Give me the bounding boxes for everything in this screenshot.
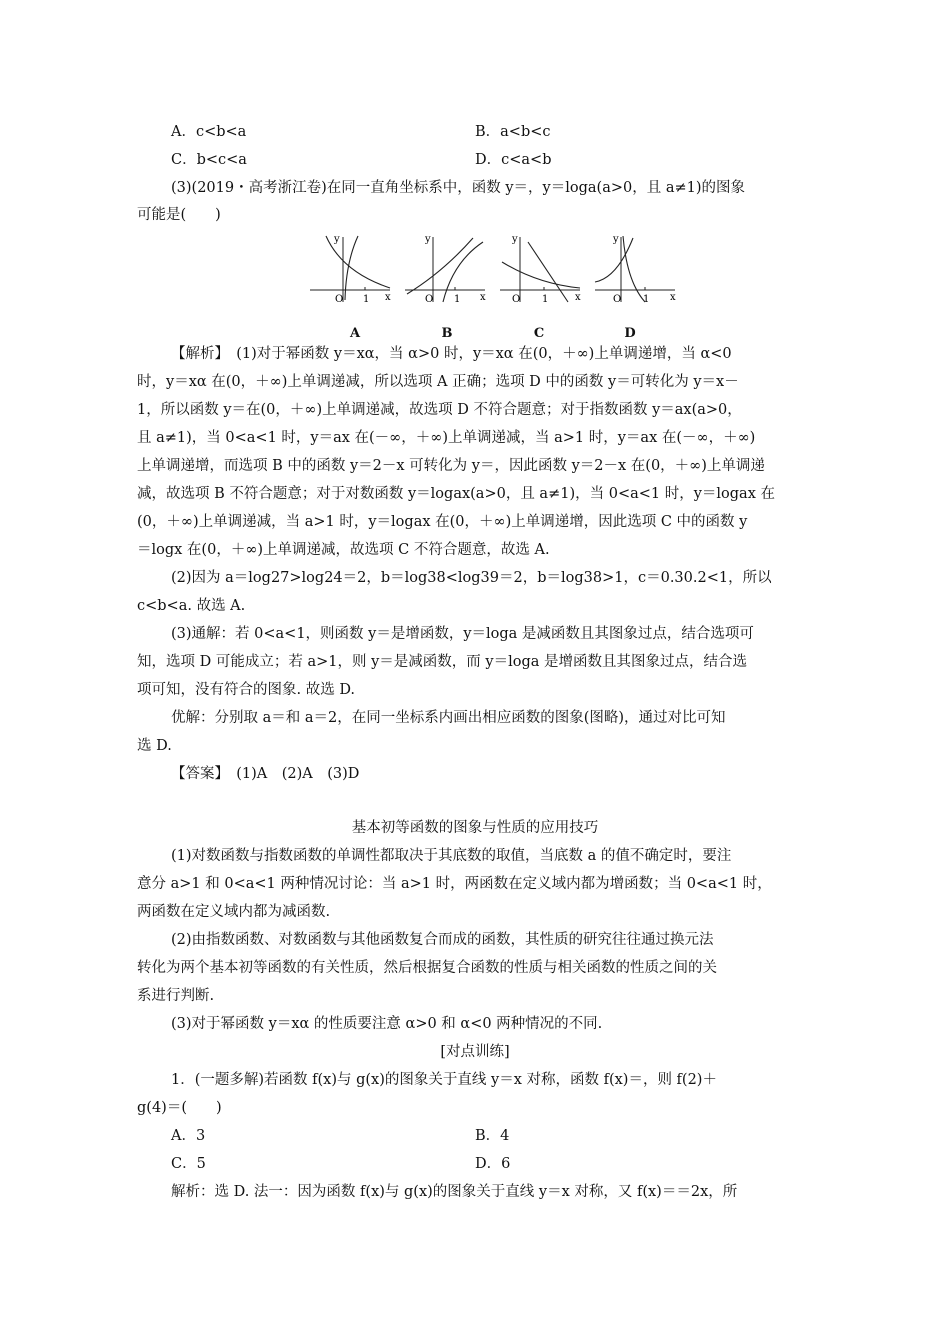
graph-label-b: B bbox=[441, 326, 453, 341]
q2-option-d: D．c<a<b bbox=[475, 152, 552, 168]
analysis-line: 选 D. bbox=[137, 738, 172, 754]
svg-text:x: x bbox=[575, 292, 581, 303]
q2-option-a: A．c<b<a bbox=[171, 124, 247, 140]
svg-text:y: y bbox=[512, 234, 518, 245]
svg-text:x: x bbox=[670, 292, 676, 303]
q3-stem-line2: 可能是( ) bbox=[137, 207, 221, 223]
graph-label-d: D bbox=[624, 326, 636, 341]
training-option-a: A．3 bbox=[171, 1128, 206, 1144]
svg-text:y: y bbox=[613, 234, 619, 245]
svg-text:1: 1 bbox=[363, 294, 370, 304]
tips-line: (3)对于幂函数 y＝xα 的性质要注意 α>0 和 α<0 两种情况的不同. bbox=[171, 1016, 603, 1032]
svg-text:x: x bbox=[385, 292, 391, 303]
analysis-line: 减，故选项 B 不符合题意；对于对数函数 y＝logax(a>0，且 a≠1)，当 0<a<1 时，y＝logax 在 bbox=[137, 486, 775, 502]
tips-line: 两函数在定义域内都为减函数. bbox=[137, 904, 331, 920]
analysis-line: 优解：分别取 a＝和 a＝2，在同一坐标系内画出相应函数的图象(图略)，通过对比可知 bbox=[171, 710, 726, 726]
training-option-c: C．5 bbox=[171, 1156, 206, 1172]
training-q1-line1: 1．(一题多解)若函数 f(x)与 g(x)的图象关于直线 y＝x 对称，函数 f(x)＝，则 f(2)＋ bbox=[171, 1072, 717, 1088]
svg-text:y: y bbox=[425, 234, 431, 245]
svg-text:O: O bbox=[425, 294, 434, 304]
analysis-line: ＝logx 在(0，＋∞)上单调递减，故选项 C 不符合题意，故选 A. bbox=[137, 542, 550, 558]
tips-title: 基本初等函数的图象与性质的应用技巧 bbox=[351, 820, 599, 836]
training-option-b: B．4 bbox=[475, 1128, 510, 1144]
analysis-line: 且 a≠1)，当 0<a<1 时，y＝ax 在(－∞，＋∞)上单调递减，当 a>1 时，y＝ax 在(－∞，＋∞) bbox=[137, 430, 756, 446]
graph-b bbox=[403, 232, 487, 304]
analysis-line: 【解析】 (1)对于幂函数 y＝xα，当 α>0 时，y＝xα 在(0，＋∞)上单调递增，当 α<0 bbox=[171, 346, 732, 362]
graph-d bbox=[593, 232, 677, 304]
analysis-line: 知，选项 D 可能成立；若 a>1，则 y＝是减函数，而 y＝loga 是增函数且其图象过点，结合选 bbox=[137, 654, 747, 670]
analysis-line: 项可知，没有符合的图象. 故选 D. bbox=[137, 682, 356, 698]
analysis-line: (0，＋∞)上单调递减，当 a>1 时，y＝logax 在(0，＋∞)上单调递增，因此选项 C 中的函数 y bbox=[137, 514, 748, 530]
tips-line: 系进行判断. bbox=[137, 988, 215, 1004]
q2-option-c: C．b<c<a bbox=[171, 152, 247, 168]
analysis-line: 1，所以函数 y＝在(0，＋∞)上单调递减，故选项 D 不符合题意；对于指数函数 y＝ax(a>0， bbox=[137, 402, 742, 418]
graph-label-a: A bbox=[349, 326, 361, 341]
training-solution: 解析：选 D. 法一：因为函数 f(x)与 g(x)的图象关于直线 y＝x 对称，又 f(x)＝＝2x，所 bbox=[171, 1184, 738, 1200]
tips-line: (2)由指数函数、对数函数与其他函数复合而成的函数，其性质的研究往往通过换元法 bbox=[171, 932, 714, 948]
svg-text:1: 1 bbox=[454, 294, 461, 304]
tips-line: 意分 a>1 和 0<a<1 两种情况讨论：当 a>1 时，两函数在定义域内都为增函数；当 0<a<1 时， bbox=[137, 876, 772, 892]
svg-text:O: O bbox=[512, 294, 521, 304]
answer-line: 【答案】 (1)A (2)A (3)D bbox=[171, 766, 360, 782]
svg-text:x: x bbox=[480, 292, 486, 303]
svg-text:O: O bbox=[613, 294, 622, 304]
analysis-line: 上单调递增，而选项 B 中的函数 y＝2－x 可转化为 y＝，因此函数 y＝2－x 在(0，＋∞)上单调递 bbox=[137, 458, 765, 474]
graph-label-c: C bbox=[533, 326, 545, 341]
svg-text:1: 1 bbox=[542, 294, 549, 304]
analysis-line: 时，y＝xα 在(0，＋∞)上单调递减，所以选项 A 正确；选项 D 中的函数 y＝可转化为 y＝x－ bbox=[137, 374, 739, 390]
q3-stem-line1: (3)(2019・高考浙江卷)在同一直角坐标系中，函数 y＝，y＝loga(a>0，且 a≠1)的图象 bbox=[171, 180, 746, 196]
training-q1-line2: g(4)＝( ) bbox=[137, 1100, 222, 1116]
svg-text:O: O bbox=[335, 294, 344, 304]
tips-line: (1)对数函数与指数函数的单调性都取决于其底数的取值，当底数 a 的值不确定时，要注 bbox=[171, 848, 732, 864]
svg-text:1: 1 bbox=[643, 294, 650, 304]
training-option-d: D．6 bbox=[475, 1156, 511, 1172]
training-title: [对点训练] bbox=[440, 1044, 510, 1060]
analysis-line: c<b<a. 故选 A. bbox=[137, 598, 246, 614]
tips-line: 转化为两个基本初等函数的有关性质，然后根据复合函数的性质与相关函数的性质之间的关 bbox=[137, 960, 717, 976]
svg-text:y: y bbox=[334, 234, 340, 245]
q3-graph-options bbox=[308, 232, 678, 342]
q2-option-b: B．a<b<c bbox=[475, 124, 551, 140]
graph-c bbox=[498, 232, 582, 304]
analysis-line: (2)因为 a＝log27>log24＝2，b＝log38<log39＝2，b＝log38>1，c＝0.30.2<1，所以 bbox=[171, 570, 772, 586]
analysis-line: (3)通解：若 0<a<1，则函数 y＝是增函数，y＝loga 是减函数且其图象过点，结合选项可 bbox=[171, 626, 754, 642]
graph-a bbox=[308, 232, 392, 304]
